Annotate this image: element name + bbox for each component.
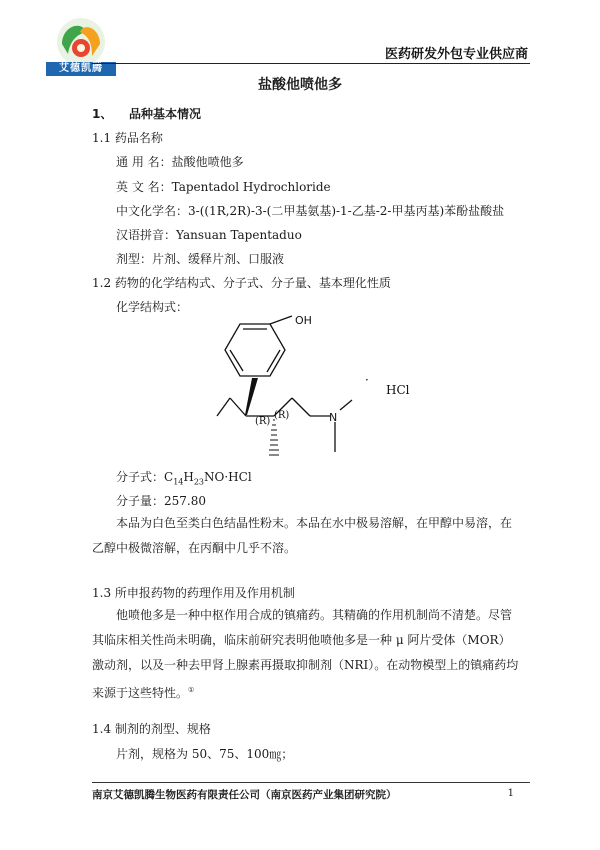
pharmacology-paragraph: 他喷他多是一种中枢作用合成的镇痛药。其精确的作用机制尚不清楚。尽管其临床相关性尚未明确，临床前研究表明他喷他多是一种 μ 阿片受体（MOR）激动剂，以及一种去甲肾上腺素再摄取抑制剂（NRI）。在动物模型上的镇痛药均来源于这些特性。① — [92, 608, 519, 700]
section-number: 1、 — [92, 107, 113, 121]
subsection-1-1-heading: 1.1 药品名称 — [92, 131, 163, 145]
document-title: 盐酸他喷他多 — [258, 77, 342, 93]
footnote-ref: ① — [188, 686, 195, 694]
subsection-1-3-heading: 1.3 所申报药物的药理作用及作用机制 — [92, 586, 295, 600]
footer-company: 南京艾德凯腾生物医药有限责任公司（南京医药产业集团研究院） — [92, 789, 397, 801]
chemical-name: 中文化学名：3-((1R,2R)-3-(二甲基氨基)-1-乙基-2-甲基丙基)苯酚盐酸盐 — [116, 204, 505, 218]
stereo-label-r1: (R) — [255, 416, 271, 427]
page-number: 1 — [507, 788, 514, 799]
structure-label: 化学结构式： — [116, 300, 189, 314]
common-name: 通 用 名：盐酸他喷他多 — [116, 155, 244, 169]
hcl-label: HCl — [386, 383, 410, 397]
tablet-specification: 片剂，规格为 50、75、100㎎； — [116, 747, 294, 761]
section-heading: 品种基本情况 — [129, 107, 202, 121]
pinyin-name: 汉语拼音：Yansuan Tapentaduo — [116, 228, 302, 242]
footer-divider — [92, 782, 530, 783]
chemical-structure-diagram — [200, 312, 460, 470]
molecular-weight: 分子量：257.80 — [116, 494, 206, 508]
hydroxyl-label: OH — [295, 314, 312, 327]
dosage-forms: 剂型：片剂、缓释片剂、口服液 — [116, 252, 285, 266]
nitrogen-label: N — [329, 411, 338, 424]
logo-text: 艾德凯腾 — [46, 62, 116, 76]
header-tagline: 医药研发外包专业供应商 — [384, 47, 528, 62]
physical-properties-paragraph: 本品为白色至类白色结晶性粉末。本品在水中极易溶解，在甲醇中易溶，在乙醇中极微溶解，在丙酮中几乎不溶。 — [92, 516, 513, 555]
subsection-1-2-heading: 1.2 药物的化学结构式、分子式、分子量、基本理化性质 — [92, 276, 391, 290]
english-name: 英 文 名：Tapentadol Hydrochloride — [116, 180, 331, 194]
molecular-formula: 分子式：$C_{14}H_{23}NO\cdot HCl$ — [116, 470, 252, 487]
subsection-1-4-heading: 1.4 制剂的剂型、规格 — [92, 722, 211, 736]
stereo-label-r2: (R) — [274, 410, 290, 421]
header-divider — [92, 63, 530, 64]
salt-dot: · — [365, 373, 369, 387]
